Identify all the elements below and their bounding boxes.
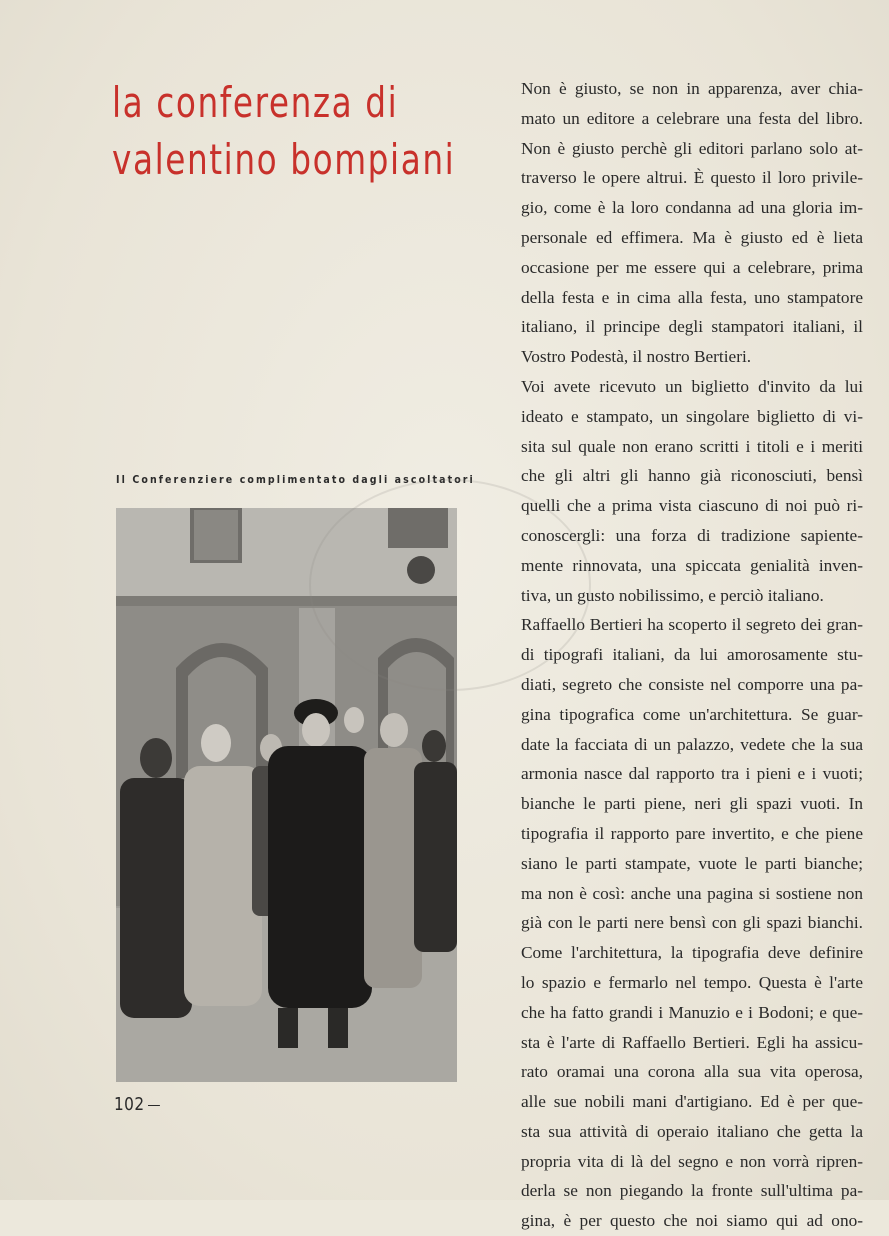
body-text-line: già con le parti nere bensì con gli spazi bianchi. (521, 913, 863, 933)
body-text-line: armonia nasce dal rapporto tra i pieni e i vuoti; (521, 764, 863, 784)
body-text-line: occasione per me essere qui a celebrare, prima (521, 257, 863, 277)
body-text-line: sita sul quale non erano scritti i titoli e i meriti (521, 436, 863, 456)
body-text-line: Raffaello Bertieri ha scoperto il segreto dei gran- (521, 615, 863, 635)
article-title-line-2: valentino bompiani (112, 135, 456, 184)
photo-caption: Il Conferenziere complimentato dagli ascoltatori (116, 474, 475, 486)
body-text-line: diati, segreto che consiste nel comporre una pa- (521, 674, 863, 694)
body-text-line: Come l'architettura, la tipografia deve definire (521, 943, 863, 963)
body-text-line: rato oramai una corona alla sua vita operosa, (521, 1062, 863, 1082)
body-text-line: Non è giusto, se non in apparenza, aver chia- (521, 79, 863, 98)
body-text-line: Voi avete ricevuto un biglietto d'invito da lui (521, 376, 863, 396)
body-text-line: lo spazio e fermarlo nel tempo. Questa è l'arte (521, 972, 863, 992)
body-text-line: personale ed effimera. Ma è giusto ed è lieta (521, 227, 863, 247)
body-text-line: mato un editore a celebrare una festa del libro. (521, 108, 863, 128)
page-number-text: 102 (114, 1094, 145, 1115)
body-text-line: tipografia il rapporto pare invertito, e che piene (521, 823, 863, 843)
body-text-line: propria vita di là del segno e non vorrà ripren- (521, 1151, 863, 1171)
body-text-line: alle sue nobili mani d'artigiano. Ed è per que- (521, 1092, 863, 1112)
article-body (521, 74, 863, 1236)
body-text-line: che gli altri gli hanno già riconosciuti, bensì (521, 466, 863, 486)
body-text-line: gina tipografica come un'architettura. Se guar- (521, 704, 863, 724)
body-text-line: Non è giusto perchè gli editori parlano solo at- (521, 138, 863, 158)
body-text-line: sta è l'arte di Raffaello Bertieri. Egli ha assicu- (521, 1032, 863, 1052)
body-text-line: di tipografi italiani, da lui amorosamente stu- (521, 645, 863, 665)
photograph-crowd-placeholder (116, 508, 457, 1082)
body-text-line: tiva, un gusto nobilissimo, e perciò italiano. (521, 585, 824, 605)
page-number (114, 1094, 160, 1115)
body-text-line: Vostro Podestà, il nostro Bertieri. (521, 347, 752, 367)
body-text-line: ideato e stampato, un singolare biglietto di vi- (521, 406, 863, 426)
body-text-line: quelli che a prima vista ciascuno di noi può ri- (521, 496, 863, 516)
body-text-line: gio, come è la loro condanna ad una gloria im- (521, 198, 863, 218)
body-text-line: che ha fatto grandi i Manuzio e i Bodoni; e que- (521, 1002, 863, 1022)
body-text-line: traverso le opere altrui. È questo il loro privile- (521, 168, 863, 188)
article-title (112, 74, 456, 188)
folio-dash (148, 1105, 160, 1106)
article-title-line-1: la conferenza di (112, 78, 399, 127)
body-text-line: siano le parti stampate, vuote le parti bianche; (521, 853, 863, 873)
body-text-line: bianche le parti piene, neri gli spazi vuoti. In (521, 794, 863, 814)
body-text-line: italiano, il principe degli stampatori italiani, il (521, 317, 863, 337)
body-text-line: derla se non piegando la fronte sull'ultima pa- (521, 1181, 863, 1201)
body-text-line: ma non è così: anche una pagina si sostiene non (521, 883, 863, 903)
body-text-line: conoscergli: una forza di tradizione sapiente- (521, 525, 863, 545)
body-text-line: date la facciata di un palazzo, vedete che la sua (521, 734, 863, 754)
body-text-line: gina, è per questo che noi siamo qui ad ono- (521, 1211, 863, 1231)
body-text-line: della festa e in cima alla festa, uno stampatore (521, 287, 863, 307)
body-text-line: mente rinnovata, una spiccata genialità inven- (521, 555, 863, 575)
body-text-line: sta sua attività di operaio italiano che getta la (521, 1121, 863, 1141)
